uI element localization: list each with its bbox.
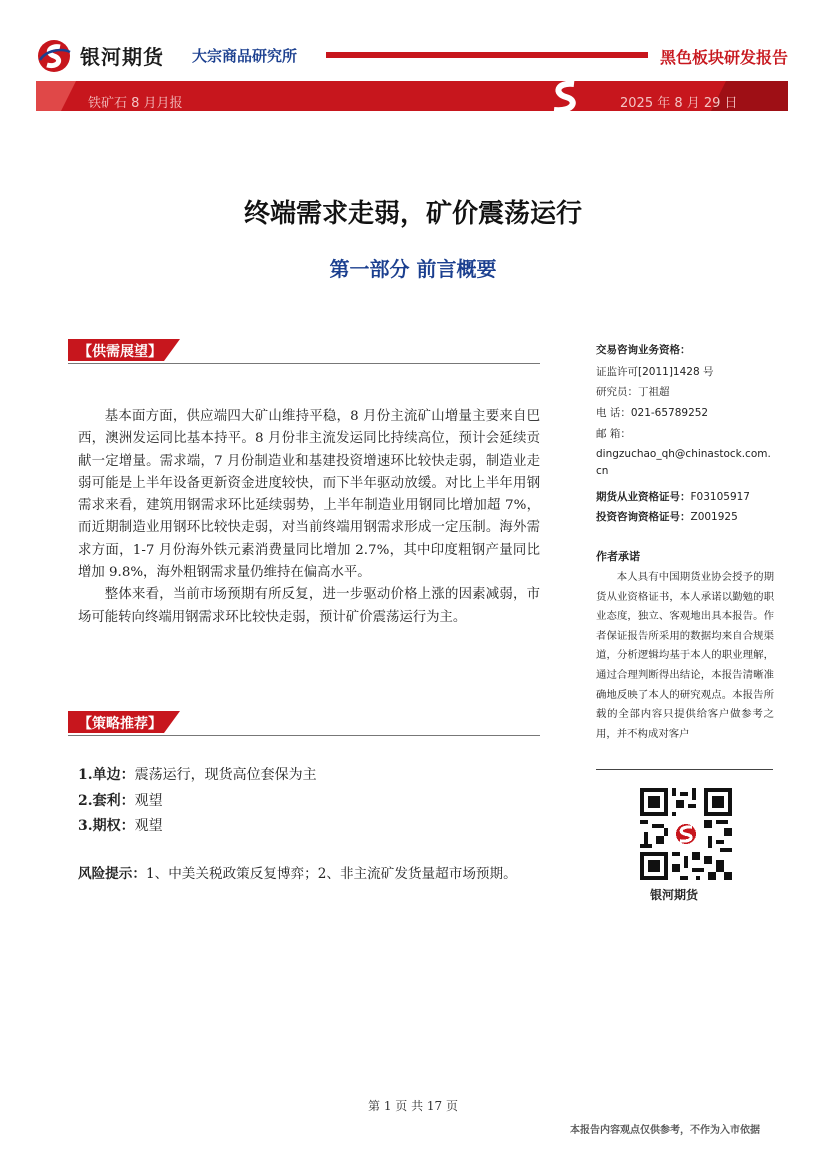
strategy-item: 1.单边：震荡运行，现货高位套保为主 — [78, 767, 317, 783]
report-type: 黑色板块研发报告 — [660, 48, 789, 67]
supply-demand-tag-label: 【供需展望】 — [78, 344, 162, 360]
paragraph: 基本面方面，供应端四大矿山维持平稳，8 月份主流矿山增量主要来自巴西，澳洲发运同比基本持平。8 月份非主流发运同比持续高位，预计会延续贡献一定增量。需求端，7 月份制造业和基建投资增速环比较快走弱，制造业走弱可能是上半年设备更新资金进度较快，而下半年驱动放缓。对比上半年用钢需求来看，建筑用钢需求环比延续弱势，上半年制造业用钢同比增加超 7%，而近期制造业用钢环比较快走弱，对当前终端用钢需求形成一定压制。海外需求方面，1-7 月份海外铁元素消费量同比增加 2.7%，其中印度粗钢产量同比增加 9.8%，海外粗钢需求量仍维持在偏高水平。 — [78, 409, 540, 581]
analyst: 研究员：丁祖超 — [596, 386, 670, 398]
strategy-item: 3.期权：观望 — [78, 818, 163, 834]
disclaimer: 本报告内容观点仅供参考，不作为入市依据 — [570, 1125, 760, 1136]
section-rule — [68, 363, 540, 364]
qualification-label: 交易咨询业务资格： — [596, 344, 691, 356]
brand-name: 银河期货 — [80, 45, 164, 69]
report-name: 铁矿石 8 月月报 — [88, 96, 183, 111]
promise-text: 本人具有中国期货业协会授予的期货从业资格证书，本人承诺以勤勉的职业态度，独立、客观地出具本报告。作者保证报告所采用的数据均来自合规渠道，分析逻辑均基于本人的职业理解，通过合理判断得出结论，本报告清晰准确地反映了本人的研究观点。本报告所载的全部内容只提供给客户做参考之用，并不构成对客户 — [596, 571, 774, 740]
report-date: 2025 年 8 月 29 日 — [620, 96, 738, 111]
consult-cert: 投资咨询资格证号：Z001925 — [596, 511, 738, 523]
header-rule — [326, 52, 648, 58]
paragraph: 整体来看，当前市场预期有所反复，进一步驱动价格上涨的因素减弱，市场可能转向终端用钢需求环比较快走弱，预计矿价震荡运行为主。 — [78, 587, 540, 625]
s-swoosh-icon — [540, 80, 590, 114]
section-rule — [68, 735, 540, 736]
yinhe-logo-icon — [36, 38, 72, 74]
strategy-item: 2.套利：观望 — [78, 793, 163, 809]
strategy-tag — [68, 711, 180, 733]
futures-cert: 期货从业资格证号：F03105917 — [596, 491, 750, 503]
email-address: dingzuchao_qh@chinastock.com.cn — [596, 448, 771, 477]
promise-title: 作者承诺 — [596, 550, 640, 563]
supply-demand-body — [78, 406, 540, 629]
page-title: 终端需求走弱，矿价震荡运行 — [243, 199, 582, 229]
qr-label: 银河期货 — [650, 888, 699, 902]
qr-code-icon — [640, 788, 732, 880]
sidebar-rule — [596, 769, 773, 770]
institute-name: 大宗商品研究所 — [192, 47, 298, 65]
license-number: 证监许可[2011]1428 号 — [596, 366, 714, 378]
page-number: 第 1 页 共 17 页 — [368, 1099, 458, 1113]
email-label: 邮 箱： — [596, 428, 631, 440]
section-heading: 第一部分 前言概要 — [329, 257, 497, 281]
strategy-tag-label: 【策略推荐】 — [78, 716, 162, 732]
phone: 电 话：021-65789252 — [596, 407, 709, 419]
risk-warning: 风险提示：1、中美关税政策反复博弈；2、非主流矿发货量超市场预期。 — [78, 866, 517, 882]
supply-demand-tag — [68, 339, 180, 361]
